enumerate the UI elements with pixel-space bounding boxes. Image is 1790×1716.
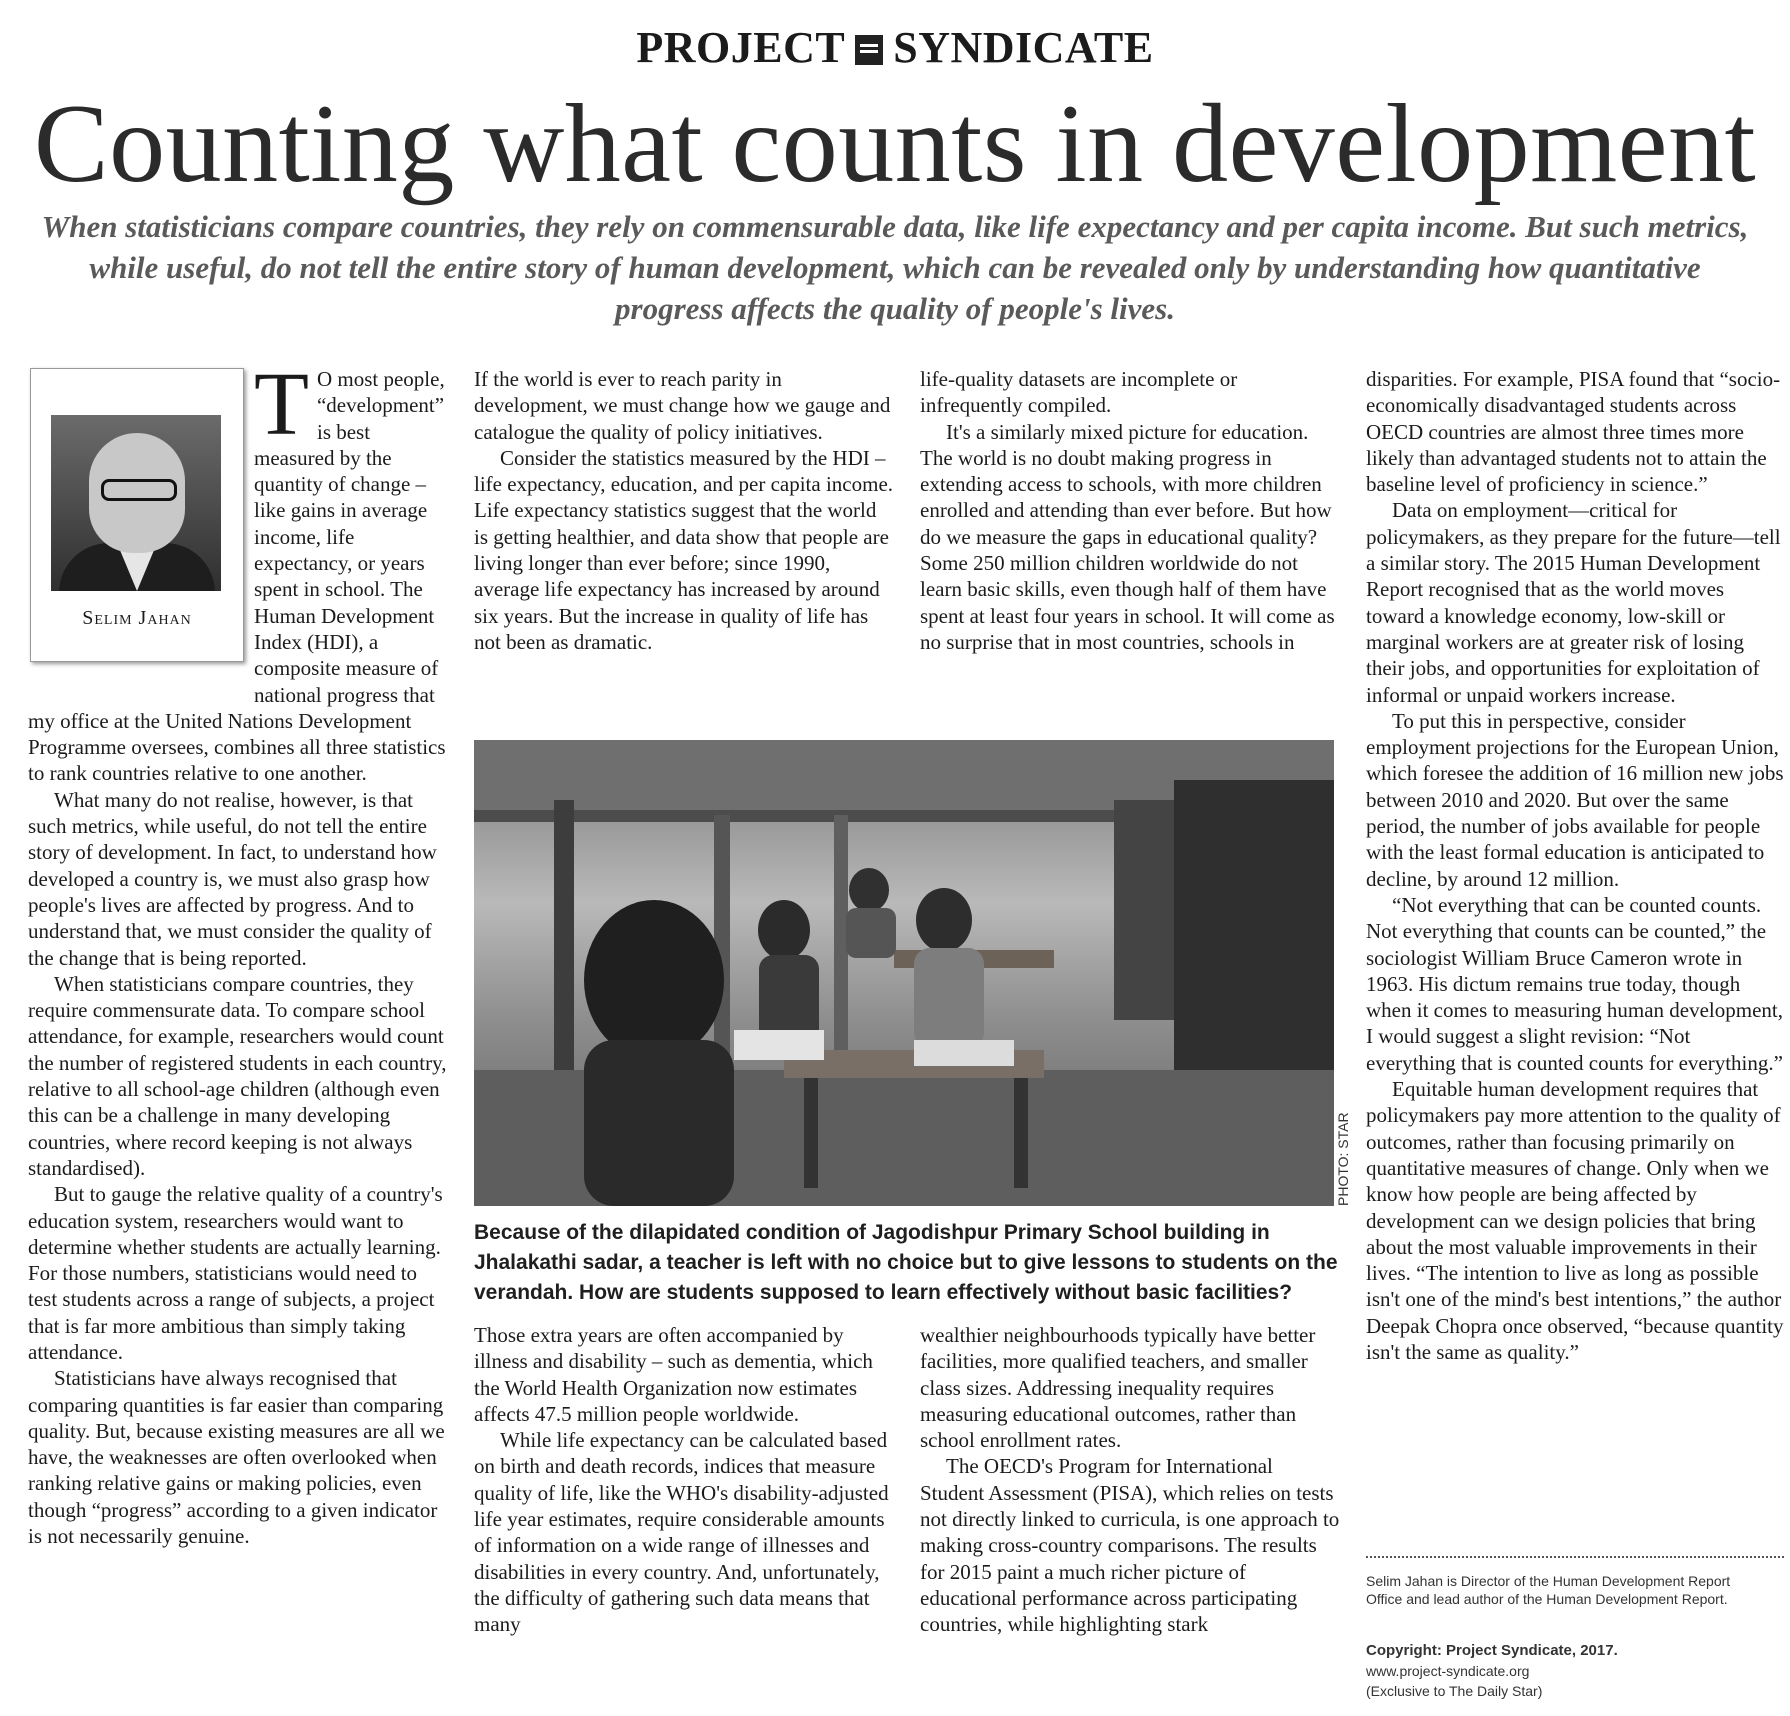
column-2-bottom [474, 1322, 894, 1638]
headline: Counting what counts in development [33, 82, 1757, 206]
photo-credit: PHOTO: STAR [1335, 1112, 1351, 1206]
author-bio: Selim Jahan is Director of the Human Development Report Office and lead author of the Human Development Report. [1366, 1573, 1731, 1607]
col4-paragraph-2: Data on employment—critical for policymakers, as they prepare for the future—tell a similar story. The 2015 Human Development Report recognised that as the world moves toward a knowledge economy, low-skill or marginal workers are at greater risk of losing their jobs, and opportunities for exploitation of informal or unpaid workers increase. [1366, 498, 1781, 707]
col3-paragraph-1: life-quality datasets are incomplete or infrequently compiled. [920, 367, 1238, 418]
column-3-top [920, 366, 1340, 655]
masthead-project: PROJECT [636, 23, 846, 72]
col2-paragraph-1: If the world is ever to reach parity in development, we must change how we gauge and catalogue the quality of policy initiatives. [474, 367, 891, 444]
column-4 [1366, 366, 1784, 1365]
standfirst: When statisticians compare countries, they rely on commensurable data, like life expectancy and per capita income. But such metrics, while useful, do not tell the entire story of human development, which can be revealed only by understanding how quantitative progress affects the quality of people's lives. [41, 209, 1749, 326]
col4-paragraph-5: Equitable human development requires that policymakers pay more attention to the quality of outcomes, rather than focusing primarily on quantitative measures of change. Only when we know how people are being affected by development can we design policies that bring about the most valuable improvements in their lives. “The intention to live as long as possible isn't one of the mind's best intentions,” the author Deepak Chopra once observed, “because quantity isn't the same as quality.” [1366, 1077, 1784, 1364]
column-2-top [474, 366, 894, 655]
classroom-photo-illustration [474, 740, 1334, 1206]
col2-paragraph-2: Consider the statistics measured by the HDI – life expectancy, education, and per capita income. Life expectancy statistics suggest that the world is getting healthier, and data show that people are living longer than ever before; since 1990, average life expectancy has increased by around six years. But the increase in quality of life has not been as dramatic. [474, 445, 894, 654]
masthead [0, 22, 1790, 73]
column-1 [28, 355, 448, 1549]
col4-paragraph-1: disparities. For example, PISA found that “socio-economically disadvantaged students across OECD countries are almost three times more likely than advantaged students not to attain the baseline level of proficiency in science.” [1366, 367, 1781, 497]
copyright-url: www.project-syndicate.org [1366, 1663, 1530, 1679]
col1-paragraph-5: Statisticians have always recognised that comparing quantities is far easier than comparing quality. But, because existing measures are all we have, the weaknesses are often overlooked when ranking relative gains or making policies, even though “progress” according to a given indicator is not necessarily genuine. [28, 1366, 445, 1549]
article-photo [474, 740, 1334, 1206]
col1-paragraph-2: What many do not realise, however, is that such metrics, while useful, do not tell the entire story of development. In fact, to understand how developed a country is, we must also grasp how people's lives are affected by progress. And to understand that, we must consider the quality of the change that is being reported. [28, 787, 437, 970]
column-3-bottom [920, 1322, 1340, 1638]
col1-paragraph-4: But to gauge the relative quality of a country's education system, researchers would want to determine whether students are actually learning. For those numbers, statisticians would need to test students across a range of subjects, a project that is far more ambitious than simply taking attendance. [28, 1182, 443, 1364]
photo-caption: Because of the dilapidated condition of Jagodishpur Primary School building in Jhalakathi sadar, a teacher is left with no choice but to give lessons to students on the verandah. How are students supposed to learn effectively without basic facilities? [474, 1221, 1338, 1304]
copyright-block [1366, 1640, 1766, 1701]
col3-paragraph-2: It's a similarly mixed picture for education. The world is no doubt making progress in extending access to schools, with more children enrolled and attending than ever before. But how do we measure the gaps in educational quality? Some 250 million children worldwide do not learn basic skills, even though half of them have spent at least four years in school. It will come as no surprise that in most countries, schools in [920, 419, 1335, 654]
dropcap: T [254, 355, 309, 454]
col1-paragraph-1: T O most people, “development” is best measured by the quantity of change – like gains in average income, life expectancy, or years spent in school. The Human Development Index (HDI), a composite measure of national progress that my office at the United Nations Development Programme oversees, combines all three statistics to rank countries relative to one another. [28, 355, 446, 786]
col4-paragraph-3: To put this in perspective, consider employment projections for the European Union, which foresee the addition of 16 million new jobs between 2010 and 2020. But over the same period, the number of jobs available for people with the least formal education is anticipated to decline, by around 12 million. [1366, 708, 1784, 891]
syndicate-logo-icon [855, 35, 883, 65]
masthead-syndicate: SYNDICATE [893, 23, 1154, 72]
copyright-exclusive: (Exclusive to The Daily Star) [1366, 1683, 1543, 1699]
col2-bottom-paragraph-2: While life expectancy can be calculated based on birth and death records, indices that measure quality of life, like the WHO's disability-adjusted life year estimates, require considerable amounts of information on a wide range of illnesses and disabilities in every country. And, unfortunately, the difficulty of gathering such data means that many [474, 1428, 889, 1637]
col1-paragraph-3: When statisticians compare countries, they require commensurate data. To compare school attendance, for example, researchers would count the number of registered students in each country, relative to all school-age children (although even this can be a challenge in many developing countries, where record keeping is not always standardised). [28, 971, 447, 1180]
col3-bottom-paragraph-2: The OECD's Program for International Student Assessment (PISA), which relies on tests not directly linked to curricula, is one approach to making cross-country comparisons. The results for 2015 paint a much richer picture of educational performance across participating countries, while highlighting stark [920, 1454, 1340, 1637]
bio-divider [1366, 1556, 1784, 1558]
copyright-line: Copyright: Project Syndicate, 2017. [1366, 1642, 1618, 1659]
author-byline: Selim Jahan [82, 607, 192, 629]
col3-bottom-paragraph-1: wealthier neighbourhoods typically have better facilities, more qualified teachers, and smaller class sizes. Addressing inequality requires measuring educational outcomes, rather than school enrollment rates. [920, 1323, 1316, 1453]
col4-paragraph-4: “Not everything that can be counted counts. Not everything that counts can be counted,” the sociologist William Bruce Cameron wrote in 1963. His dictum remains true today, though when it comes to measuring human development, I would suggest a slight revision: “Not everything that is counted counts for everything.” [1366, 892, 1783, 1075]
col2-bottom-paragraph-1: Those extra years are often accompanied by illness and disability – such as dementia, which the World Health Organization now estimates affects 47.5 million people worldwide. [474, 1323, 873, 1426]
